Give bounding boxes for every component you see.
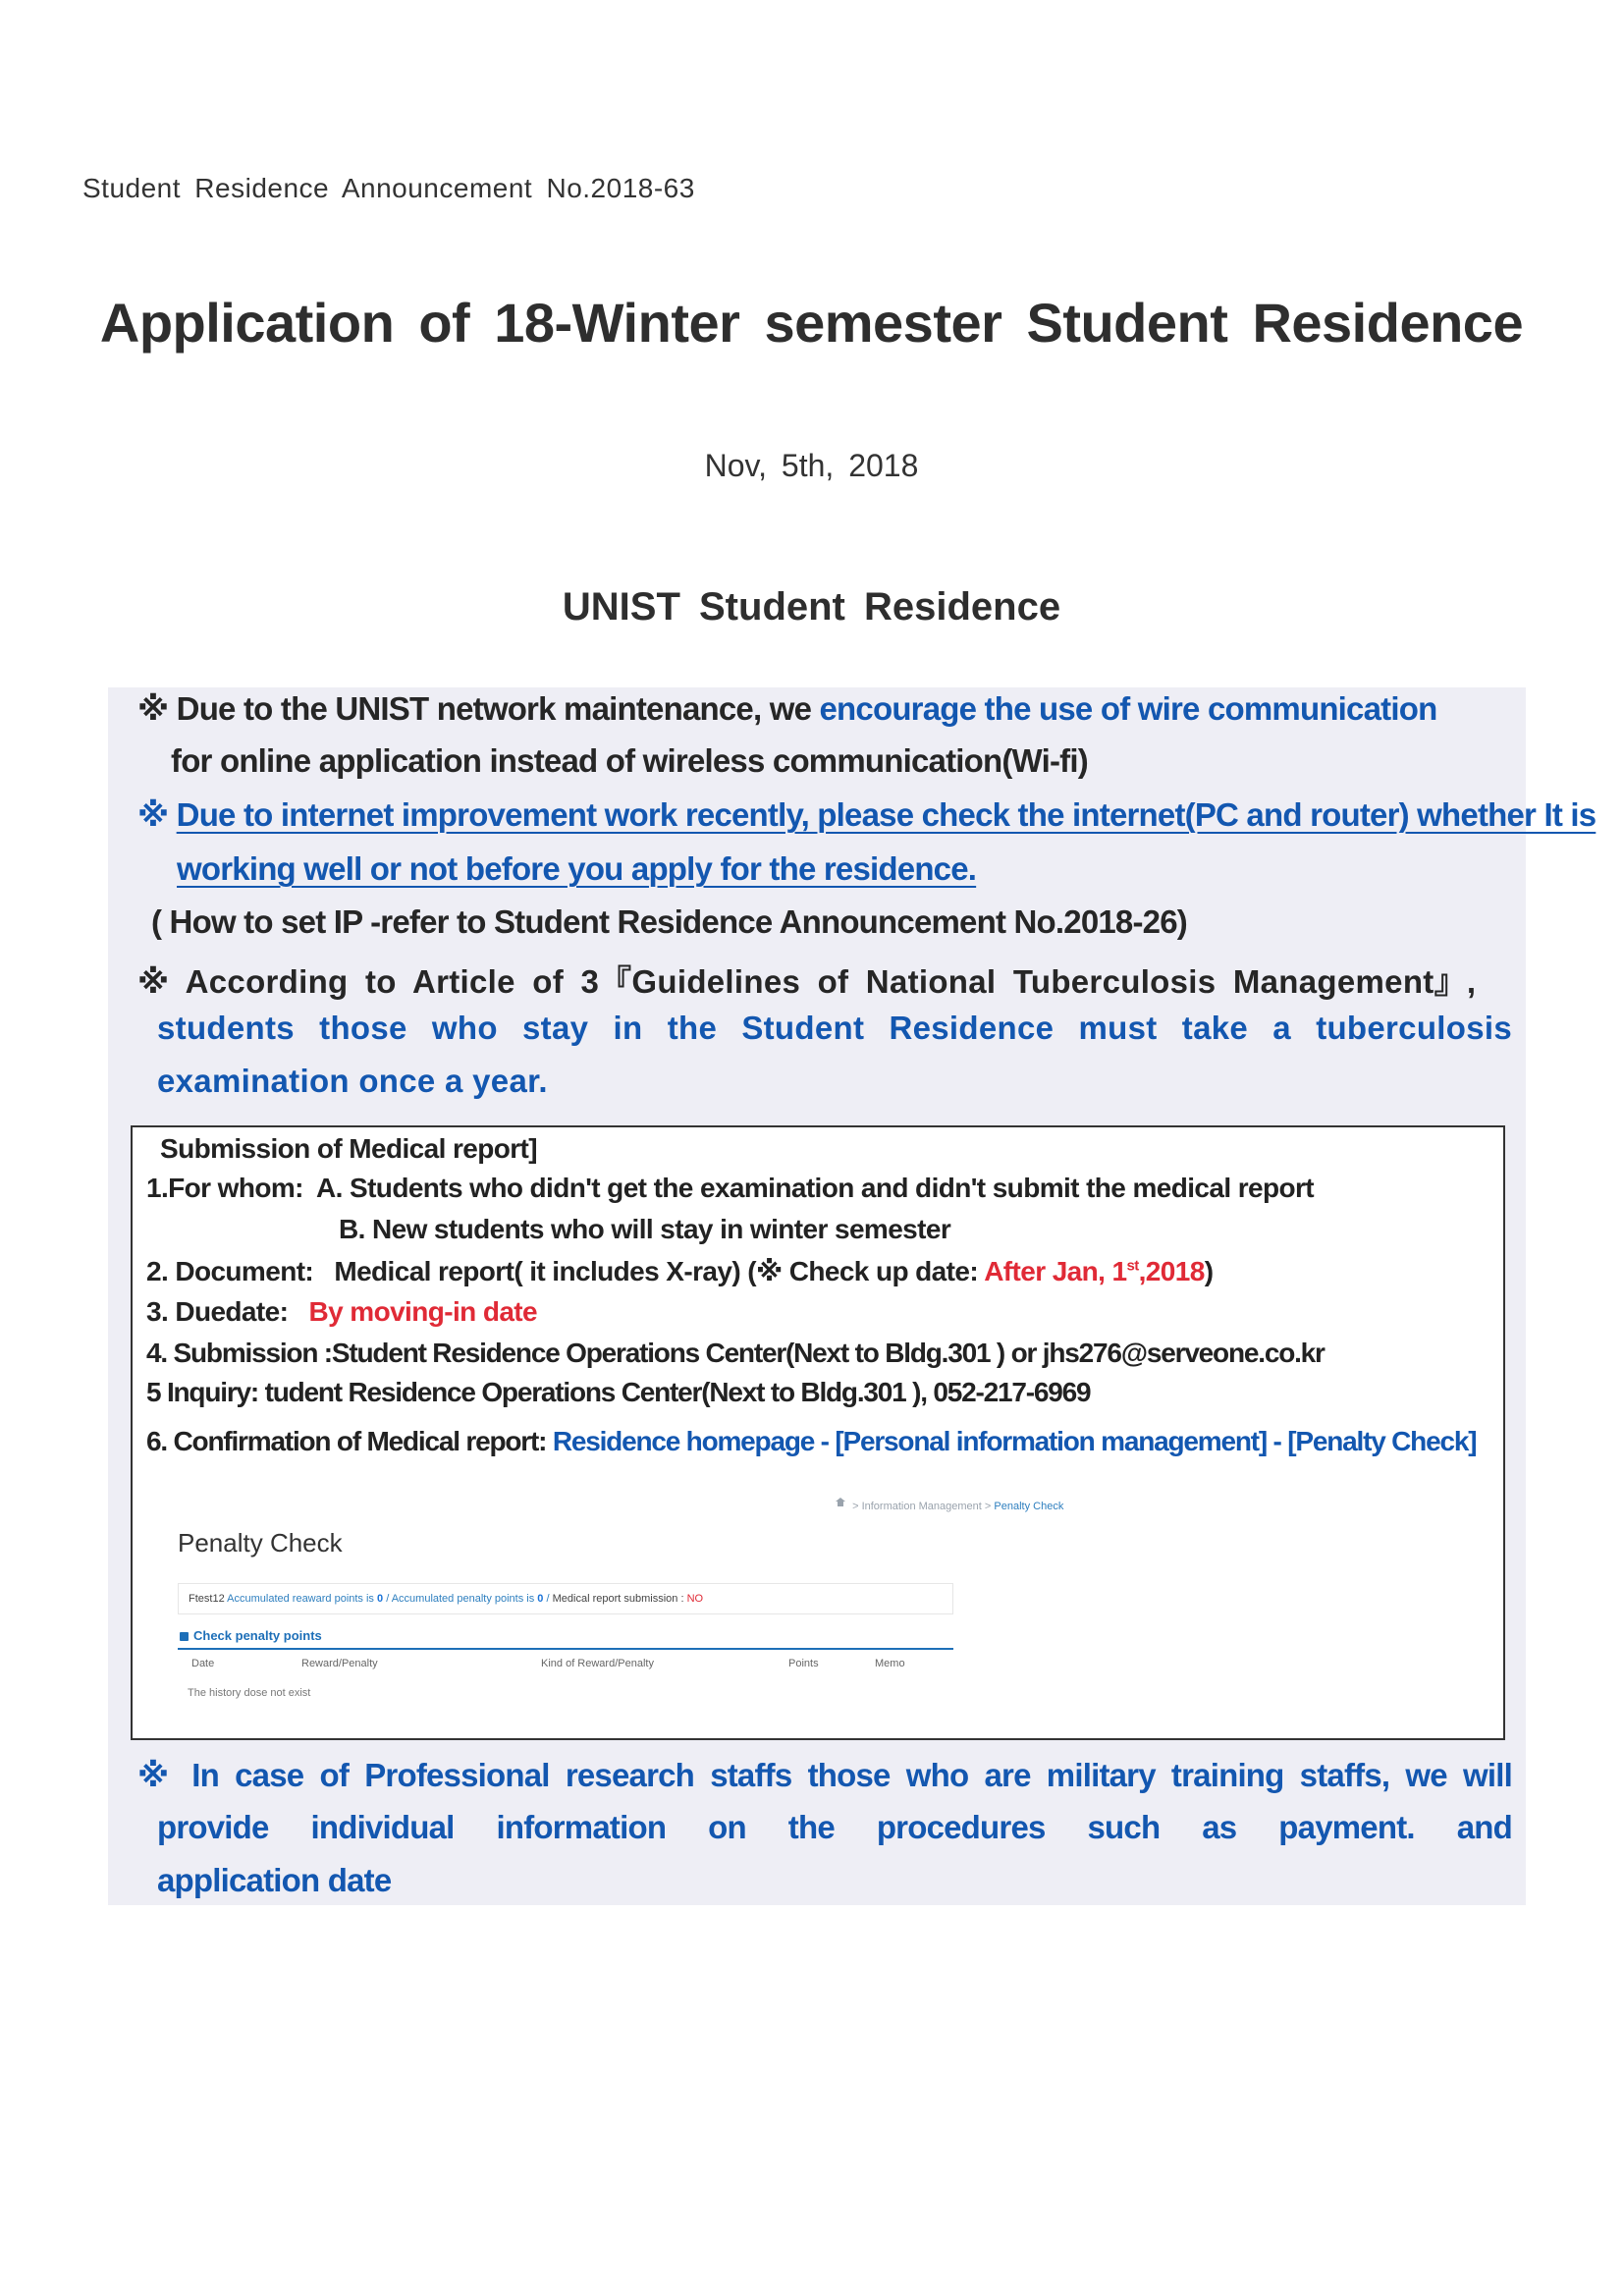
checkbox-icon — [180, 1632, 189, 1641]
separator: / — [386, 1593, 390, 1605]
notice-tuberculosis — [137, 957, 1512, 1003]
col-points: Points — [788, 1658, 819, 1669]
item6-label: 6. Confirmation of Medical report: — [146, 1426, 547, 1456]
item-submission: 4. Submission :Student Residence Operations Center(Next to Bldg.301 ) or jhs276@serveone.co.kr — [146, 1338, 1325, 1368]
notice-network-highlight: encourage the use of wire communication — [819, 690, 1437, 727]
notice-staff-text: In case of Professional research staffs those who are military training staffs, we will — [191, 1757, 1512, 1793]
medical-status: NO — [686, 1593, 704, 1605]
ip-reference: ( How to set IP -refer to Student Residence Announcement No.2018-26) — [151, 903, 1187, 940]
empty-history-message: The history dose not exist — [188, 1687, 311, 1699]
notice-staff-line2: provide individual information on the procedures such as payment. and — [157, 1809, 1512, 1845]
notice-internet-line2: working well or not before you apply for the residence. — [177, 850, 977, 887]
notice-tb-line2: students those who stay in the Student Residence must take a tuberculosis — [157, 1010, 1512, 1046]
breadcrumb-sep: > — [984, 1501, 992, 1512]
home-icon[interactable] — [836, 1502, 845, 1509]
medical-heading: Submission of Medical report] — [160, 1133, 537, 1164]
item6-path: Residence homepage - [Personal information management] - [Penalty Check] — [552, 1426, 1477, 1456]
penalty-text: Accumulated penalty points is — [391, 1593, 535, 1605]
item1-a: A. Students who didn't get the examination and didn't submit the medical report — [316, 1173, 1315, 1203]
medical-text: Medical report submission : — [552, 1593, 684, 1605]
col-reward-penalty: Reward/Penalty — [301, 1658, 378, 1669]
penalty-points: 0 — [537, 1593, 544, 1605]
penalty-page-title: Penalty Check — [178, 1528, 343, 1558]
notice-network-line2: for online application instead of wireless communication(Wi-fi) — [171, 742, 1088, 779]
item1-label: 1.For whom: — [146, 1173, 303, 1203]
breadcrumb-sep: > — [852, 1501, 859, 1512]
announcement-number: Student Residence Announcement No.2018-63 — [82, 173, 695, 203]
user-id: Ftest12 — [189, 1593, 225, 1605]
notice-network-text: Due to the UNIST network maintenance, we — [176, 690, 812, 727]
reference-mark: ※ — [137, 963, 170, 1000]
col-kind: Kind of Reward/Penalty — [541, 1658, 654, 1669]
notice-internet — [137, 795, 1596, 834]
notice-internet-text: Due to internet improvement work recently, please check the internet(PC and router) whether It is — [176, 796, 1596, 833]
reference-mark: ※ — [137, 796, 169, 833]
reward-points: 0 — [377, 1593, 384, 1605]
organization-name: UNIST Student Residence — [562, 585, 1061, 629]
notice-tb-line3: examination once a year. — [157, 1063, 548, 1099]
points-summary — [178, 1583, 953, 1614]
item-inquiry: 5 Inquiry: tudent Residence Operations Center(Next to Bldg.301 ), 052-217-6969 — [146, 1377, 1091, 1407]
breadcrumb-info-management[interactable]: Information Management — [861, 1501, 982, 1512]
notice-staff-line3: application date — [157, 1862, 392, 1898]
checkup-date: After Jan, 1st,2018 — [984, 1256, 1205, 1286]
item-duedate — [146, 1296, 537, 1328]
notice-research-staff — [137, 1756, 1512, 1794]
reference-mark: ※ — [137, 1757, 177, 1793]
document-title: Application of 18-Winter semester Student Residence — [99, 292, 1524, 354]
item2-text: Medical report( it includes X-ray) (※ Check up date: — [334, 1256, 979, 1286]
separator: / — [546, 1593, 550, 1605]
item-confirmation — [146, 1426, 1476, 1457]
col-memo: Memo — [875, 1658, 905, 1669]
notice-network — [137, 689, 1512, 728]
reward-text: Accumulated reaward points is — [227, 1593, 374, 1605]
notice-tb-text: According to Article of 3『Guidelines of National Tuberculosis Management』, — [185, 963, 1477, 1000]
item-document: 2. Document: Medical report( it includes X-ray) (※ Check up date: After Jan, 1st,2018) — [146, 1256, 1214, 1286]
item2-label: 2. Document: — [146, 1256, 314, 1286]
medical-report-box — [131, 1125, 1505, 1740]
item3-value: By moving-in date — [308, 1296, 538, 1327]
section-check-penalty-points: Check penalty points — [180, 1628, 322, 1643]
col-date: Date — [191, 1658, 215, 1669]
reference-mark: ※ — [137, 690, 169, 727]
item-for-whom — [146, 1173, 1314, 1204]
item3-label: 3. Duedate: — [146, 1296, 289, 1327]
breadcrumb-penalty-check[interactable]: Penalty Check — [994, 1501, 1064, 1512]
breadcrumb — [836, 1501, 1063, 1512]
penalty-check-screenshot — [178, 1501, 1120, 1736]
section-rule — [178, 1648, 953, 1650]
item1-b: B. New students who will stay in winter semester — [339, 1214, 951, 1244]
announcement-date: Nov, 5th, 2018 — [704, 448, 919, 483]
